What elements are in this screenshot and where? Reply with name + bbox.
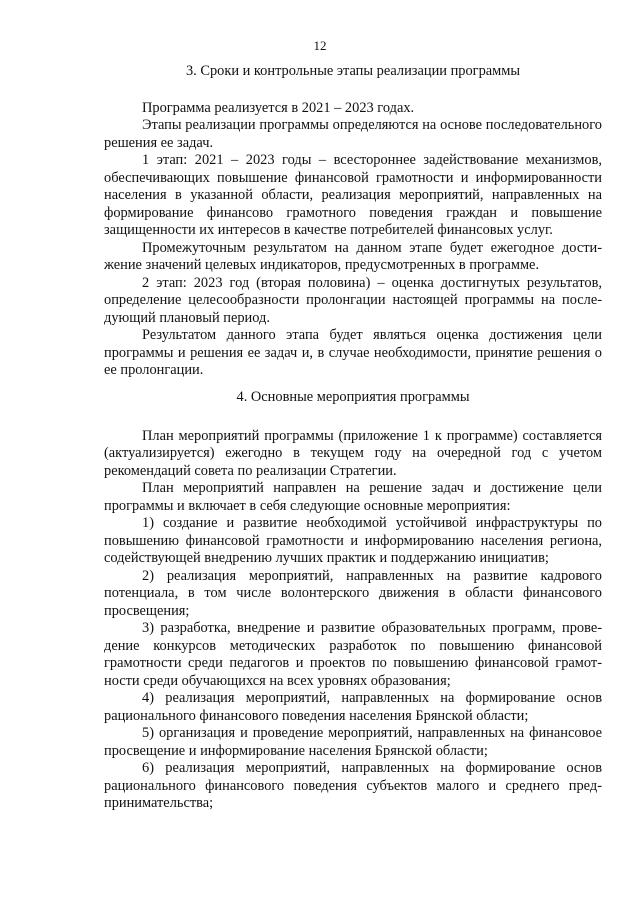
list-item: 6) реализация мероприятий, направленных на формирование основ рационального финансового поведения субъектов малого и среднего предпринимательства; [104, 760, 602, 811]
list-item: 5) организация и проведение мероприятий, направленных на финансовое просвещение и информирование населения Брянской области; [104, 725, 602, 759]
list-item: 1) создание и развитие необходимой устойчивой инфраструктуры по повышению финансовой грамотности и информированию населения региона, содействующей внедрению лучших практик и поддержанию инициатив; [104, 515, 602, 566]
section-4 [104, 389, 602, 813]
list-item: 2) реализация мероприятий, направленных на развитие кадрового потенциала, в том числе волонтерского движения в области финансового просвещения; [104, 567, 602, 619]
list-item: 4) реализация мероприятий, направленных на формирование основ рационального финансового поведения населения Брянской области; [104, 690, 602, 724]
section-3 [104, 63, 602, 380]
list-item: 3) разработка, внедрение и развитие образовательных программ, проведение конкурсов методических разработок по повышению финансовой грамотности среди педагогов и проектов по повышению финансовой грамотности среди обучающихся на всех уровнях образования; [104, 620, 602, 689]
paragraph: Результатом данного этапа будет являться оценка достижения цели программы и решения ее задач и, в случае необходимости, принятие решения о ее пролонгации. [104, 327, 602, 378]
paragraph: 1 этап: 2021 – 2023 годы – всестороннее задействование механизмов, обеспечивающих повышение финансовой грамотности и информированности населения в указанной области, реализация мероприятий, направленных на формирование финансово грамотного поведения граждан и повышение защищенности их интересов в качестве потребителей финансовых услуг. [104, 152, 602, 238]
section-3-heading: 3. Сроки и контрольные этапы реализации программы [185, 63, 521, 79]
paragraph: Этапы реализации программы определяются на основе последовательного решения ее задач. [104, 117, 602, 151]
paragraph: План мероприятий направлен на решение задач и достижение цели программы и включает в себя следующие основные мероприятия: [104, 480, 602, 514]
paragraph: Промежуточным результатом на данном этапе будет ежегодное достижение значений целевых индикаторов, предусмотренных в программе. [104, 239, 602, 273]
page-number: 12 [313, 38, 327, 53]
paragraph: 2 этап: 2023 год (вторая половина) – оценка достигнутых результатов, определение целесообразности пролонгации настоящей программы на последующий плановый период. [104, 274, 602, 326]
section-4-heading: 4. Основные мероприятия программы [236, 389, 470, 405]
paragraph: Программа реализуется в 2021 – 2023 годах. [142, 99, 415, 116]
paragraph: План мероприятий программы (приложение 1 к программе) составляется (актуализируется) ежегодно в текущем году на очередной год с учетом рекомендаций совета по реализации Стратегии. [104, 427, 602, 479]
